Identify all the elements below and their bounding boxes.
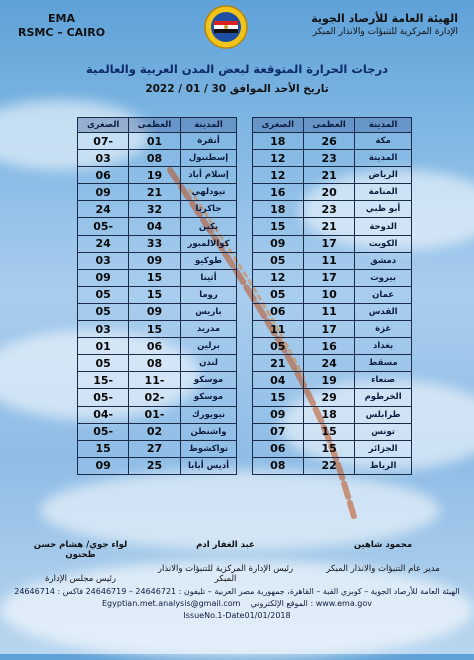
min-temp-cell: 06	[252, 303, 303, 320]
min-temp-cell: 05	[78, 355, 129, 372]
column-separator	[237, 406, 252, 423]
min-temp-cell: 05	[252, 338, 303, 355]
min-temp-cell: 05	[252, 252, 303, 269]
max-temp-cell: 15	[129, 321, 180, 338]
max-temp-cell: 21	[129, 184, 180, 201]
city-cell: نيودلهي	[180, 184, 237, 201]
max-temp-cell: 20	[303, 184, 354, 201]
max-temp-cell: 15	[303, 440, 354, 457]
signature-role: رئيس الإدارة المركزية للتنبؤات والانذار المبكر	[157, 564, 294, 584]
min-temp-cell: 24	[78, 201, 129, 218]
table-row	[78, 133, 412, 150]
footer-contacts	[14, 598, 460, 610]
table-row	[78, 201, 412, 218]
city-cell: روما	[180, 286, 237, 303]
city-cell: موسكو	[180, 389, 237, 406]
column-separator	[237, 218, 252, 235]
max-temp-cell: -02	[129, 389, 180, 406]
city-cell: باريس	[180, 303, 237, 320]
column-separator	[237, 355, 252, 372]
max-temp-cell: 23	[303, 201, 354, 218]
col-header-max: العظمى	[129, 118, 180, 133]
signature-block	[308, 540, 458, 574]
max-temp-cell: -11	[129, 372, 180, 389]
max-temp-cell: 19	[303, 372, 354, 389]
footer-website[interactable]: الموقع الإلكتروني : www.ema.gov	[250, 599, 372, 608]
signature-name: محمود شاهين	[353, 540, 413, 550]
table-row	[78, 150, 412, 167]
max-temp-cell: 25	[129, 457, 180, 474]
header-left	[18, 12, 105, 40]
table-row	[78, 218, 412, 235]
forecast-table	[77, 117, 412, 475]
table-row	[78, 355, 412, 372]
min-temp-cell: -05	[78, 423, 129, 440]
signature-role: رئيس مجلس الإدارة	[45, 574, 116, 584]
table-row	[78, 321, 412, 338]
max-temp-cell: 09	[129, 303, 180, 320]
city-cell: الكويت	[355, 235, 412, 252]
city-cell: صنعاء	[355, 372, 412, 389]
ema-logo-icon	[203, 4, 249, 50]
city-cell: الرباط	[355, 457, 412, 474]
min-temp-cell: 07	[252, 423, 303, 440]
table-row	[78, 303, 412, 320]
max-temp-cell: 17	[303, 235, 354, 252]
column-separator	[237, 286, 252, 303]
min-temp-cell: 08	[252, 457, 303, 474]
min-temp-cell: 18	[252, 201, 303, 218]
column-separator	[237, 184, 252, 201]
max-temp-cell: 06	[129, 338, 180, 355]
table-row	[78, 184, 412, 201]
col-header-city: المدينة	[180, 118, 237, 133]
column-separator	[237, 440, 252, 457]
max-temp-cell: 17	[303, 321, 354, 338]
org-center: RSMC – CAIRO	[18, 26, 106, 39]
table-row	[78, 372, 412, 389]
city-cell: دمشق	[355, 252, 412, 269]
min-temp-cell: -07	[78, 133, 129, 150]
min-temp-cell: 09	[78, 184, 129, 201]
column-separator	[237, 338, 252, 355]
city-cell: الجزائر	[355, 440, 412, 457]
city-cell: موسكو	[180, 372, 237, 389]
col-header-city: المدينة	[355, 118, 412, 133]
min-temp-cell: 09	[78, 269, 129, 286]
city-cell: بكين	[180, 218, 237, 235]
footer	[14, 586, 460, 622]
page-title: درجات الحرارة المتوقعة لبعض المدن العربية والعالمية	[85, 62, 389, 76]
column-separator	[237, 118, 252, 133]
city-cell: أديس أبابا	[180, 457, 237, 474]
org-arabic: الهيئة العامة للأرصاد الجوية	[311, 12, 458, 25]
city-cell: أبو ظبي	[355, 201, 412, 218]
city-cell: الدوحة	[355, 218, 412, 235]
column-separator	[237, 235, 252, 252]
column-separator	[237, 389, 252, 406]
signature-block	[18, 540, 143, 584]
signature-name: لواء جوي/ هشام حسن طحنون	[33, 540, 128, 560]
city-cell: المنامة	[355, 184, 412, 201]
city-cell: المدينة	[355, 150, 412, 167]
city-cell: نواكشوط	[180, 440, 237, 457]
min-temp-cell: 03	[78, 321, 129, 338]
city-cell: غزة	[355, 321, 412, 338]
min-temp-cell: 06	[252, 440, 303, 457]
city-cell: لندن	[180, 355, 237, 372]
max-temp-cell: 24	[303, 355, 354, 372]
signature-role: مدير عام التنبؤات والانذار المبكر	[326, 564, 440, 574]
max-temp-cell: 21	[303, 167, 354, 184]
footer-email[interactable]: Egyptian.met.analysis@gmail.com	[102, 599, 241, 608]
city-cell: مسقط	[355, 355, 412, 372]
min-temp-cell: -04	[78, 406, 129, 423]
dept-arabic: الإدارة المركزية للتنبؤات والانذار المبكر	[312, 27, 458, 37]
max-temp-cell: 15	[129, 286, 180, 303]
min-temp-cell: 03	[78, 150, 129, 167]
max-temp-cell: 11	[303, 303, 354, 320]
column-separator	[237, 423, 252, 440]
signature-block	[153, 540, 298, 584]
col-header-min: الصغرى	[252, 118, 303, 133]
signature-name: عبد الغفار ادم	[196, 540, 255, 550]
max-temp-cell: 15	[129, 269, 180, 286]
table-row	[78, 269, 412, 286]
max-temp-cell: 10	[303, 286, 354, 303]
city-cell: إسلام أباد	[180, 167, 237, 184]
max-temp-cell: 16	[303, 338, 354, 355]
city-cell: عمان	[355, 286, 412, 303]
date-line: تاريخ الأحد الموافق 30 / 01 / 2022	[145, 83, 329, 95]
column-separator	[237, 372, 252, 389]
max-temp-cell: 18	[303, 406, 354, 423]
min-temp-cell: 05	[78, 286, 129, 303]
footer-address: الهيئة العامة للأرصاد الجوية – كوبري القبة – القاهرة، جمهورية مصر العربية – تليفون : 24646721 – 24646719 فاكس : 24646714	[14, 587, 460, 596]
min-temp-cell: 12	[252, 269, 303, 286]
min-temp-cell: 15	[252, 389, 303, 406]
min-temp-cell: 04	[252, 372, 303, 389]
city-cell: تونس	[355, 423, 412, 440]
col-header-max: العظمى	[303, 118, 354, 133]
max-temp-cell: 19	[129, 167, 180, 184]
max-temp-cell: 02	[129, 423, 180, 440]
min-temp-cell: 09	[252, 406, 303, 423]
city-cell: طوكيو	[180, 252, 237, 269]
city-cell: كوالالمبور	[180, 235, 237, 252]
min-temp-cell: 03	[78, 252, 129, 269]
min-temp-cell: 09	[252, 235, 303, 252]
city-cell: أثينا	[180, 269, 237, 286]
min-temp-cell: -05	[78, 218, 129, 235]
min-temp-cell: 15	[78, 440, 129, 457]
min-temp-cell: 24	[78, 235, 129, 252]
min-temp-cell: 05	[78, 303, 129, 320]
max-temp-cell: 08	[129, 150, 180, 167]
column-separator	[237, 252, 252, 269]
table-header-row	[78, 118, 412, 133]
max-temp-cell: 33	[129, 235, 180, 252]
max-temp-cell: 29	[303, 389, 354, 406]
city-cell: إسطنبول	[180, 150, 237, 167]
col-header-min: الصغرى	[78, 118, 129, 133]
city-cell: بغداد	[355, 338, 412, 355]
min-temp-cell: 12	[252, 150, 303, 167]
max-temp-cell: 27	[129, 440, 180, 457]
column-separator	[237, 457, 252, 474]
max-temp-cell: -01	[129, 406, 180, 423]
city-cell: بيروت	[355, 269, 412, 286]
max-temp-cell: 04	[129, 218, 180, 235]
min-temp-cell: 09	[78, 457, 129, 474]
max-temp-cell: 32	[129, 201, 180, 218]
column-separator	[237, 167, 252, 184]
column-separator	[237, 303, 252, 320]
min-temp-cell: -05	[78, 389, 129, 406]
min-temp-cell: 01	[78, 338, 129, 355]
column-separator	[237, 201, 252, 218]
min-temp-cell: 06	[78, 167, 129, 184]
city-cell: برلين	[180, 338, 237, 355]
min-temp-cell: 05	[252, 286, 303, 303]
min-temp-cell: 16	[252, 184, 303, 201]
max-temp-cell: 11	[303, 252, 354, 269]
forecast-body	[78, 133, 412, 475]
table-row	[78, 252, 412, 269]
footer-issue: IssueNo.1-Date01/01/2018	[183, 611, 291, 620]
max-temp-cell: 09	[129, 252, 180, 269]
city-cell: الرياض	[355, 167, 412, 184]
city-cell: مكة	[355, 133, 412, 150]
org-short: EMA	[48, 12, 76, 25]
max-temp-cell: 23	[303, 150, 354, 167]
city-cell: نيويورك	[180, 406, 237, 423]
table-row	[78, 457, 412, 474]
city-cell: القدس	[355, 303, 412, 320]
max-temp-cell: 01	[129, 133, 180, 150]
min-temp-cell: 11	[252, 321, 303, 338]
city-cell: جاكرتا	[180, 201, 237, 218]
max-temp-cell: 26	[303, 133, 354, 150]
table-row	[78, 235, 412, 252]
table-row	[78, 389, 412, 406]
table-row	[78, 440, 412, 457]
min-temp-cell: 15	[252, 218, 303, 235]
column-separator	[237, 133, 252, 150]
city-cell: الخرطوم	[355, 389, 412, 406]
max-temp-cell: 21	[303, 218, 354, 235]
city-cell: مدريد	[180, 321, 237, 338]
column-separator	[237, 269, 252, 286]
city-cell: واشنطن	[180, 423, 237, 440]
min-temp-cell: 12	[252, 167, 303, 184]
min-temp-cell: 21	[252, 355, 303, 372]
min-temp-cell: -15	[78, 372, 129, 389]
table-row	[78, 167, 412, 184]
max-temp-cell: 15	[303, 423, 354, 440]
max-temp-cell: 22	[303, 457, 354, 474]
table-row	[78, 423, 412, 440]
table-row	[78, 406, 412, 423]
header-right	[311, 12, 458, 37]
city-cell: طرابلس	[355, 406, 412, 423]
min-temp-cell: 18	[252, 133, 303, 150]
max-temp-cell: 17	[303, 269, 354, 286]
city-cell: أنقرة	[180, 133, 237, 150]
table-row	[78, 338, 412, 355]
column-separator	[237, 150, 252, 167]
max-temp-cell: 08	[129, 355, 180, 372]
column-separator	[237, 321, 252, 338]
table-row	[78, 286, 412, 303]
